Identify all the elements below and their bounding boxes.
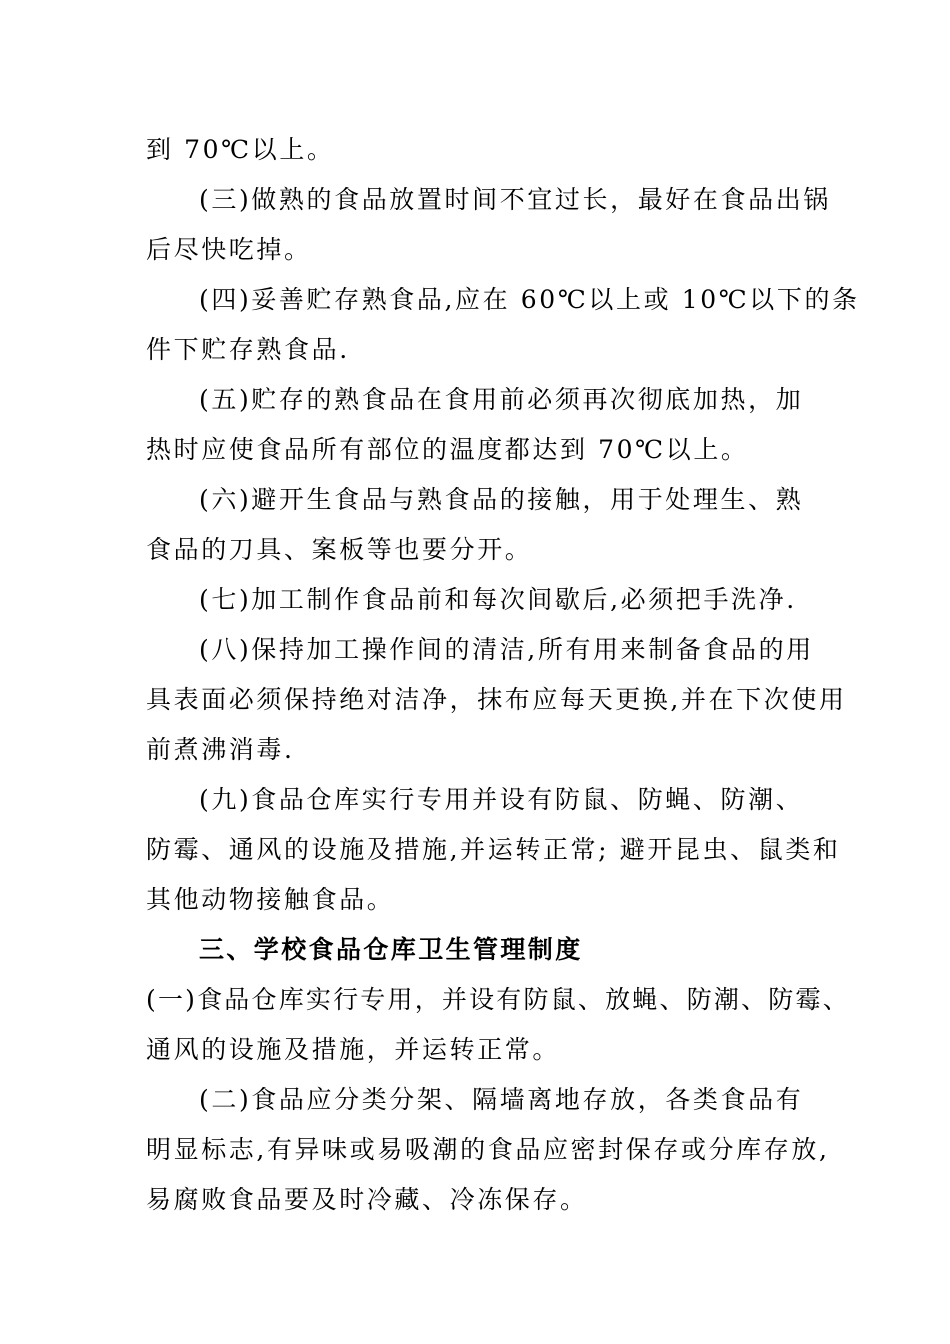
- section-heading: 三、学校食品仓库卫生管理制度: [199, 935, 583, 964]
- paragraph-line: 到 70℃以上。: [146, 135, 335, 164]
- paragraph-line: (一)食品仓库实行专用，并设有防鼠、放蝇、防潮、防霉、: [146, 985, 850, 1014]
- paragraph-line: (四)妥善贮存熟食品,应在 60℃以上或 10℃以下的条: [199, 285, 860, 314]
- paragraph-line: 食品的刀具、案板等也要分开。: [146, 535, 533, 564]
- paragraph-line: (二)食品应分类分架、隔墙离地存放，各类食品有: [199, 1085, 804, 1114]
- paragraph-line: 热时应使食品所有部位的温度都达到 70℃以上。: [146, 435, 749, 464]
- paragraph-line: 前煮沸消毒.: [146, 735, 295, 764]
- paragraph-line: (七)加工制作食品前和每次间歇后,必须把手洗净.: [199, 585, 797, 614]
- paragraph-line: (八)保持加工操作间的清洁,所有用来制备食品的用: [199, 635, 814, 664]
- paragraph-line: (九)食品仓库实行专用并设有防鼠、防蝇、防潮、: [199, 785, 804, 814]
- paragraph-line: 其他动物接触食品。: [146, 885, 395, 914]
- paragraph-line: 易腐败食品要及时冷藏、冷冻保存。: [146, 1185, 588, 1214]
- paragraph-line: 明显标志,有异味或易吸潮的食品应密封保存或分库存放,: [146, 1135, 830, 1164]
- paragraph-line: 防霉、通风的设施及措施,并运转正常; 避开昆虫、鼠类和: [146, 835, 841, 864]
- paragraph-line: 后尽快吃掉。: [146, 235, 312, 264]
- paragraph-line: 具表面必须保持绝对洁净，抹布应每天更换,并在下次使用: [146, 685, 847, 714]
- paragraph-line: (五)贮存的熟食品在食用前必须再次彻底加热，加: [199, 385, 804, 414]
- paragraph-line: 件下贮存熟食品.: [146, 335, 350, 364]
- paragraph-line: 通风的设施及措施，并运转正常。: [146, 1035, 561, 1064]
- paragraph-line: (六)避开生食品与熟食品的接触，用于处理生、熟: [199, 485, 804, 514]
- paragraph-line: (三)做熟的食品放置时间不宜过长，最好在食品出锅: [199, 185, 831, 214]
